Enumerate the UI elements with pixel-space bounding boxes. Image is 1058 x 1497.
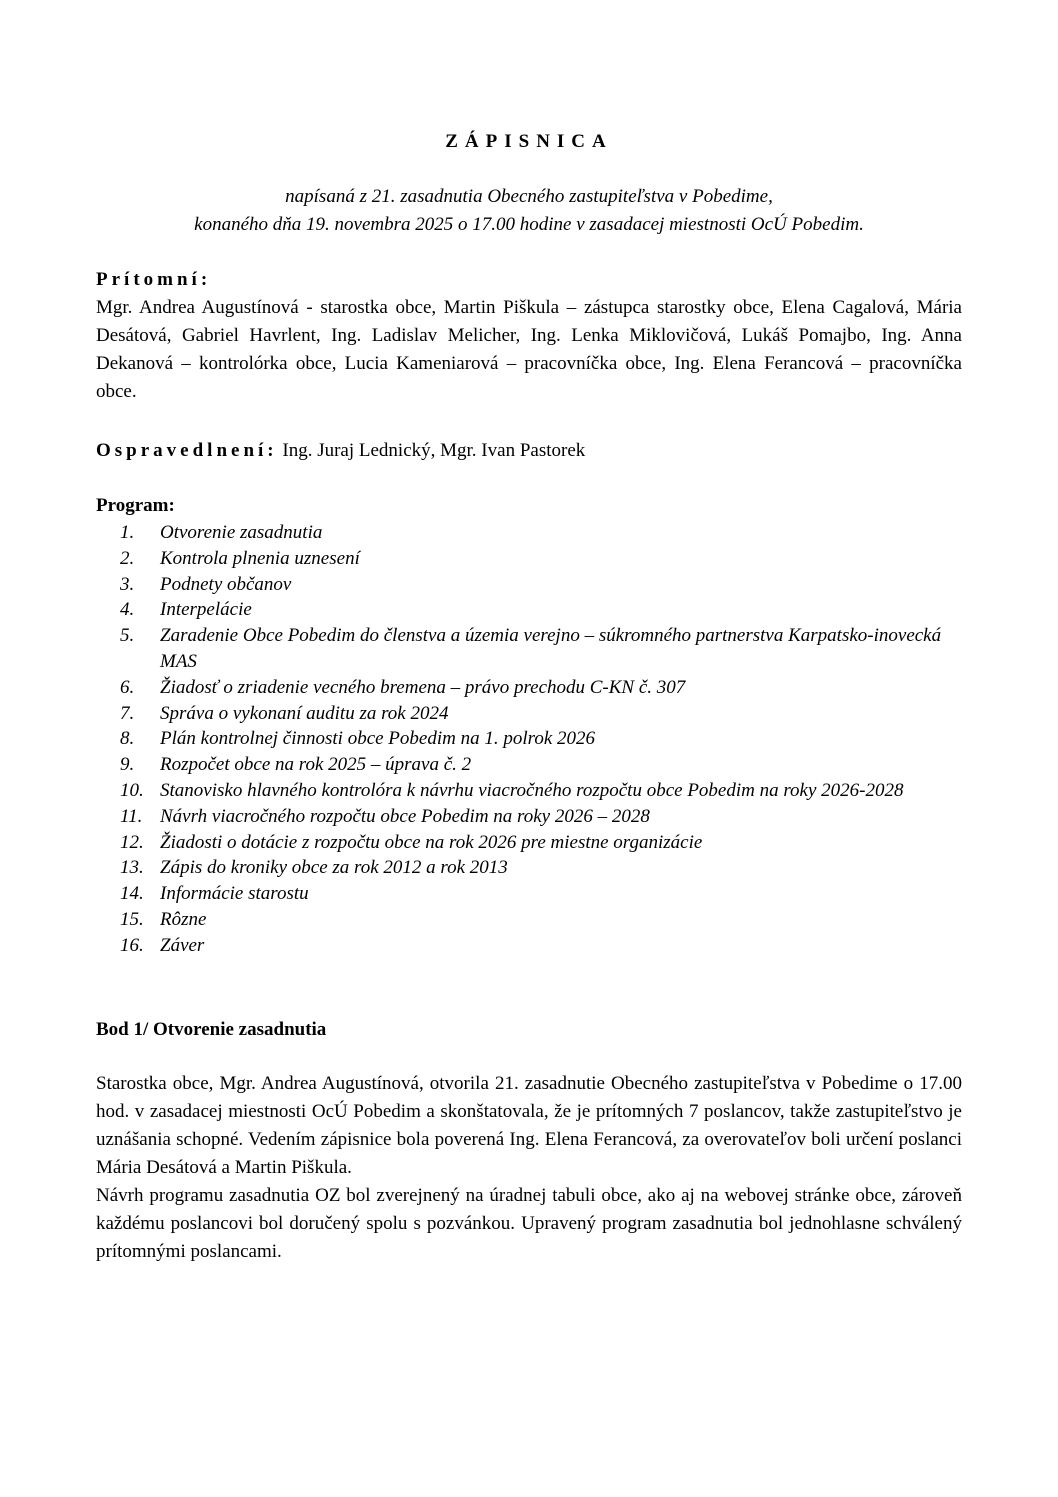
section-paragraph: Starostka obce, Mgr. Andrea Augustínová, otvorila 21. zasadnutie Obecného zastupiteľstva v Pobedime o 17.00 hod. v zasadacej miestnosti OcÚ Pobedim a skonštatovala, že je prítomných 7 poslancov, takže zastupiteľstvo je uznášania schopné. Vedením zápisnice bola poverená Ing. Elena Ferancová, za overovateľov boli určení poslanci Mária Desátová a Martin Piškula. — [96, 1073, 962, 1178]
program-item-number: 9. — [120, 754, 135, 776]
subtitle-line: konaného dňa 19. novembra 2025 o 17.00 hodine v zasadacej miestnosti OcÚ Pobedim. — [194, 214, 864, 235]
program-item — [96, 778, 962, 804]
program-item — [96, 597, 962, 623]
program-item-number: 15. — [120, 908, 144, 930]
program-item — [96, 881, 962, 907]
program-item — [96, 726, 962, 752]
program-item — [96, 804, 962, 830]
program-item — [96, 830, 962, 856]
program-item-number: 16. — [120, 934, 144, 956]
program-item — [96, 546, 962, 572]
program-item-text: Podnety občanov — [160, 573, 292, 595]
program-list — [96, 520, 962, 959]
program-item-number: 8. — [120, 728, 135, 750]
program-item-text: Stanovisko hlavného kontrolóra k návrhu viacročného rozpočtu obce Pobedim na roky 2026-2028 — [160, 779, 904, 801]
attendees-list: Mgr. Andrea Augustínová - starostka obce, Martin Piškula – zástupca starostky obce, Elena Cagalová, Mária Desátová, Gabriel Havrlent, Ing. Ladislav Melicher, Ing. Lenka Miklovičová, Lukáš Pomajbo, Ing. Anna Dekanová – kontrolórka obce, Lucia Kameniarová – pracovníčka obce, Ing. Elena Ferancová – pracovníčka obce. — [96, 297, 962, 402]
program-item-text: Kontrola plnenia uznesení — [160, 547, 360, 569]
program-item-number: 11. — [120, 805, 143, 827]
section-heading: Bod 1/ Otvorenie zasadnutia — [96, 1019, 327, 1040]
attendees-section — [96, 266, 962, 406]
program-item-text: Rôzne — [160, 908, 207, 930]
program-item — [96, 752, 962, 778]
document-title: ZÁPISNICA — [445, 131, 613, 152]
program-item-text: Žiadosti o dotácie z rozpočtu obce na rok 2026 pre miestne organizácie — [160, 831, 703, 853]
program-item — [96, 623, 962, 675]
section-body — [96, 1070, 962, 1266]
subtitle-line: napísaná z 21. zasadnutia Obecného zastupiteľstva v Pobedime, — [285, 186, 773, 207]
program-item-number: 5. — [120, 625, 135, 647]
program-item-number: 6. — [120, 676, 135, 698]
program-label: Program: — [96, 495, 175, 516]
program-item-text: Otvorenie zasadnutia — [160, 522, 323, 543]
attendees-label: Prítomní: — [96, 269, 212, 290]
section-paragraph: Návrh programu zasadnutia OZ bol zverejnený na úradnej tabuli obce, ako aj na webovej stránke obce, zároveň každému poslancovi bol doručený spolu s pozvánkou. Upravený program zasadnutia bol jednohlasne schválený prítomnými poslancami. — [96, 1185, 962, 1262]
program-item — [96, 520, 962, 546]
program-item — [96, 907, 962, 933]
program-item — [96, 701, 962, 727]
program-item-text: Zaradenie Obce Pobedim do členstva a územia verejno – súkromného partnerstva Karpatsko-inovecká MAS — [160, 625, 942, 672]
program-section — [96, 492, 962, 959]
program-item-number: 14. — [120, 883, 144, 905]
program-item — [96, 675, 962, 701]
program-item-number: 7. — [120, 702, 135, 724]
program-item-text: Interpelácie — [160, 599, 252, 621]
program-item-text: Správa o vykonaní auditu za rok 2024 — [160, 702, 449, 724]
program-item-number: 12. — [120, 831, 144, 853]
program-item-number: 10. — [120, 779, 144, 801]
program-item-text: Žiadosť o zriadenie vecného bremena – právo prechodu C-KN č. 307 — [160, 676, 686, 698]
program-item-number: 1. — [120, 522, 135, 543]
document-subtitle — [96, 183, 962, 239]
excused-label: Ospravedlnení: — [96, 440, 278, 461]
program-item-number: 2. — [120, 547, 135, 569]
excused-section — [96, 437, 962, 465]
program-item — [96, 933, 962, 959]
program-item-text: Plán kontrolnej činnosti obce Pobedim na 1. polrok 2026 — [160, 728, 595, 750]
program-item-number: 13. — [120, 857, 144, 879]
program-item-text: Zápis do kroniky obce za rok 2012 a rok 2013 — [160, 857, 508, 879]
program-item-text: Rozpočet obce na rok 2025 – úprava č. 2 — [160, 754, 472, 776]
program-item — [96, 855, 962, 881]
program-item-text: Návrh viacročného rozpočtu obce Pobedim na roky 2026 – 2028 — [160, 805, 650, 827]
program-item — [96, 572, 962, 598]
program-item-text: Informácie starostu — [160, 883, 309, 905]
program-item-text: Záver — [160, 934, 205, 956]
program-item-number: 4. — [120, 599, 135, 621]
excused-list: Ing. Juraj Lednický, Mgr. Ivan Pastorek — [277, 440, 586, 461]
program-item-number: 3. — [120, 573, 135, 595]
